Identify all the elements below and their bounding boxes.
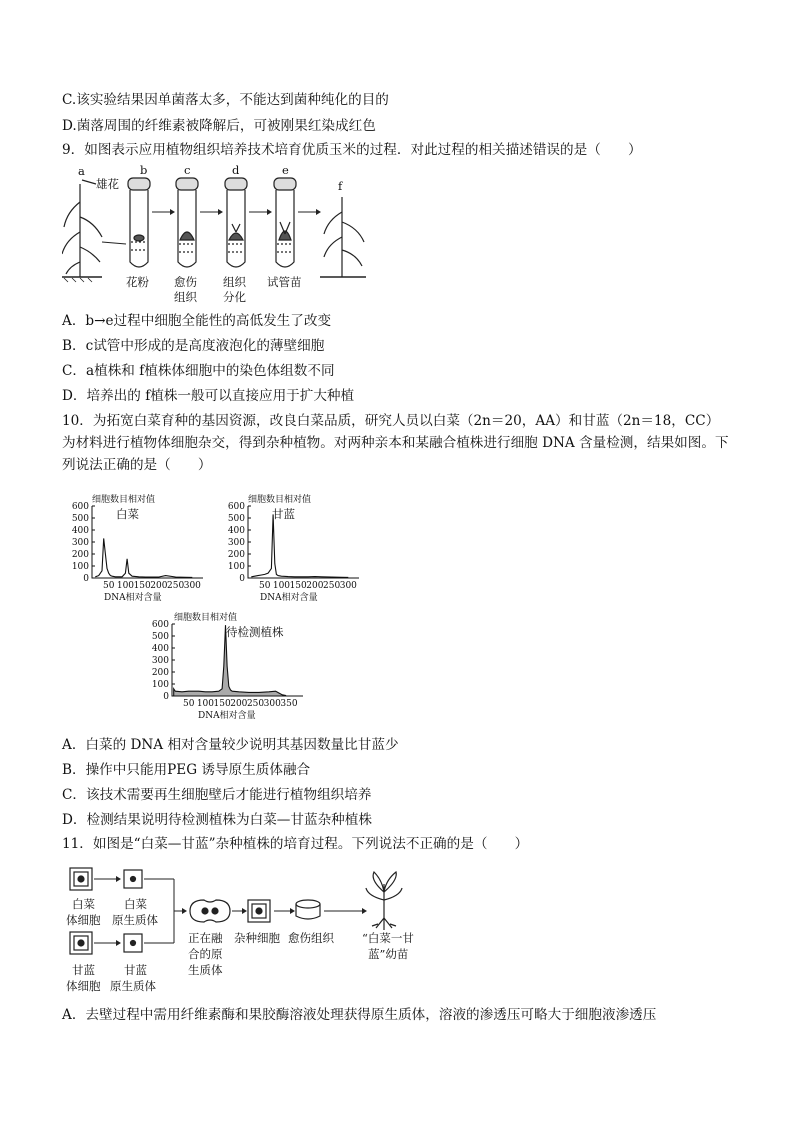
chart-baicai-ytick: 400 bbox=[71, 526, 89, 536]
chart-baicai-ytick: 500 bbox=[71, 514, 89, 524]
q11-fusing-3: 生质体 bbox=[188, 963, 223, 977]
kale-protoplast-icon bbox=[124, 934, 142, 952]
q11-cabbage-proto-2: 原生质体 bbox=[112, 913, 158, 927]
cabbage-cell-icon bbox=[70, 868, 92, 890]
q11-option-a: A．去壁过程中需用纤维素酶和果胶酶溶液处理获得原生质体，溶液的渗透压可略大于细胞液渗透压 bbox=[62, 1007, 657, 1023]
chart-baicai bbox=[62, 492, 207, 604]
chart-ganlan-ytick: 600 bbox=[227, 502, 245, 512]
q11-callus-label: 愈伤组织 bbox=[288, 931, 334, 945]
q9-letter-c: c bbox=[184, 163, 191, 177]
chart-baicai-ytick: 200 bbox=[71, 550, 89, 560]
test-tube-c-icon bbox=[176, 178, 198, 267]
chart-baicai-xtick: 250 bbox=[167, 581, 185, 591]
chart-test-title: 待检测植株 bbox=[226, 625, 284, 639]
hybrid-cell-icon bbox=[248, 900, 270, 922]
q9-letter-d: d bbox=[232, 163, 240, 177]
test-tube-d-icon bbox=[225, 178, 247, 267]
chart-baicai-ytick: 100 bbox=[71, 562, 89, 572]
q11-seedling-1: “白菜一甘 bbox=[362, 931, 414, 945]
chart-ganlan-xtick: 200 bbox=[306, 581, 324, 591]
chart-test-plant-xtick: 250 bbox=[246, 699, 265, 709]
q8-option-c: C.该实验结果因单菌落太多，不能达到菌种纯化的目的 bbox=[62, 92, 389, 108]
chart-ganlan-xtick: 250 bbox=[323, 581, 341, 591]
chart-ganlan-xtick: 300 bbox=[339, 581, 357, 591]
chart-test-plant-ytick: 300 bbox=[151, 656, 169, 666]
chart-baicai-xtick: 100 bbox=[116, 581, 135, 591]
seedling-plant-icon bbox=[320, 197, 366, 277]
chart-ganlan-xtick: 100 bbox=[272, 581, 291, 591]
chart-baicai-xtick: 300 bbox=[183, 581, 201, 591]
q11-stem: 11．如图是“白菜—甘蓝”杂种植株的培育过程。下列说法不正确的是（ ） bbox=[62, 836, 529, 852]
q9-male-flower-label: 雄花 bbox=[96, 177, 119, 191]
q9-letter-a: a bbox=[78, 164, 85, 178]
chart-test-xlabel: DNA相对含量 bbox=[198, 711, 256, 721]
chart-test-plant-ytick: 400 bbox=[151, 644, 169, 654]
chart-test-plant-xtick: 50 bbox=[182, 699, 195, 709]
q9-tube-d-label-1: 组织 bbox=[223, 275, 246, 289]
chart-test-plant-ytick: 200 bbox=[151, 668, 169, 678]
chart-ganlan-xtick: 150 bbox=[289, 581, 307, 591]
chart-baicai-ytick: 0 bbox=[83, 574, 89, 584]
q10-option-a: A．白菜的 DNA 相对含量较少说明其基因数量比甘蓝少 bbox=[62, 737, 399, 753]
q11-hybrid-cell-label: 杂种细胞 bbox=[234, 931, 280, 945]
chart-ganlan-ytick: 300 bbox=[227, 538, 245, 548]
q11-kale-proto-2: 原生质体 bbox=[110, 979, 156, 992]
q9-letter-e: e bbox=[282, 163, 289, 177]
q9-letter-f: f bbox=[338, 179, 343, 193]
chart-test-plant-xtick: 200 bbox=[230, 699, 248, 709]
kale-cell-icon bbox=[70, 932, 92, 954]
q9-tube-e-label: 试管苗 bbox=[267, 275, 302, 289]
chart-baicai-title: 白菜 bbox=[116, 507, 139, 521]
chart-baicai-ylabel: 细胞数目相对值 bbox=[92, 495, 156, 505]
chart-ganlan-xtick: 50 bbox=[258, 581, 271, 591]
q9-tube-c-label-2: 组织 bbox=[174, 290, 197, 304]
q11-cabbage-cell-2: 体细胞 bbox=[66, 913, 101, 927]
q9-stem: 9．如图表示应用植物组织培养技术培育优质玉米的过程．对此过程的相关描述错误的是（ ） bbox=[62, 142, 642, 158]
chart-baicai-xlabel: DNA相对含量 bbox=[104, 593, 162, 603]
q9-option-a: A．b→e过程中细胞全能性的高低发生了改变 bbox=[62, 313, 332, 329]
q10-option-d: D．检测结果说明待检测植株为白菜—甘蓝杂种植株 bbox=[62, 812, 372, 828]
chart-ganlan-ytick: 200 bbox=[227, 550, 245, 560]
seedling-icon bbox=[366, 872, 402, 930]
q9-option-b: B．c试管中形成的是高度液泡化的薄壁细胞 bbox=[62, 338, 325, 354]
q9-tube-c-label-1: 愈伤 bbox=[174, 275, 197, 289]
chart-ganlan bbox=[218, 492, 363, 604]
chart-baicai-axes bbox=[92, 506, 203, 578]
q11-cabbage-cell-1: 白菜 bbox=[72, 897, 95, 911]
q11-cabbage-proto-1: 白菜 bbox=[124, 897, 147, 911]
chart-ganlan-ytick: 100 bbox=[227, 562, 245, 572]
chart-test-plant bbox=[142, 610, 307, 722]
q11-figure bbox=[62, 862, 422, 992]
chart-ganlan-axes bbox=[248, 506, 359, 578]
chart-baicai-series-line bbox=[95, 538, 192, 577]
chart-test-ylabel: 细胞数目相对值 bbox=[174, 613, 238, 623]
chart-baicai-xtick: 150 bbox=[133, 581, 151, 591]
chart-test-plant-xtick: 150 bbox=[213, 699, 231, 709]
q9-tube-d-label-2: 分化 bbox=[223, 290, 246, 304]
chart-baicai-ytick: 600 bbox=[71, 502, 89, 512]
cabbage-protoplast-icon bbox=[124, 870, 142, 888]
chart-test-plant-xtick: 350 bbox=[280, 699, 298, 709]
q9-option-d: D．培养出的 f植株一般可以直接应用于扩大种植 bbox=[62, 388, 355, 404]
chart-ganlan-ylabel: 细胞数目相对值 bbox=[248, 495, 312, 505]
q10-option-c: C．该技术需要再生细胞壁后才能进行植物组织培养 bbox=[62, 787, 372, 803]
q11-kale-cell-1: 甘蓝 bbox=[72, 963, 95, 977]
chart-baicai-xtick: 50 bbox=[102, 581, 115, 591]
chart-ganlan-ytick: 500 bbox=[227, 514, 245, 524]
chart-test-plant-ytick: 100 bbox=[151, 680, 169, 690]
chart-ganlan-title: 甘蓝 bbox=[272, 507, 295, 521]
test-tube-b-icon bbox=[128, 178, 150, 267]
q8-option-d: D.菌落周围的纤维素被降解后，可被刚果红染成红色 bbox=[62, 118, 376, 134]
q11-kale-cell-2: 体细胞 bbox=[66, 979, 101, 992]
q10-option-b: B．操作中只能用PEG 诱导原生质体融合 bbox=[62, 762, 311, 778]
callus-icon bbox=[296, 900, 320, 919]
chart-baicai-ytick: 300 bbox=[71, 538, 89, 548]
test-tube-e-icon bbox=[274, 178, 296, 267]
chart-baicai-xtick: 200 bbox=[150, 581, 168, 591]
q11-kale-proto-1: 甘蓝 bbox=[124, 963, 147, 977]
chart-test-plant-xtick: 100 bbox=[196, 699, 215, 709]
q11-fusing-2: 合的原 bbox=[188, 947, 223, 961]
q9-option-c: C．a植株和 f植株体细胞中的染色体组数不同 bbox=[62, 363, 335, 379]
corn-plant-icon bbox=[62, 180, 102, 277]
q11-seedling-2: 蓝”幼苗 bbox=[368, 947, 409, 961]
chart-ganlan-xlabel: DNA相对含量 bbox=[260, 593, 318, 603]
fusing-protoplast-icon bbox=[190, 900, 230, 922]
chart-test-plant-xtick: 300 bbox=[263, 699, 281, 709]
q10-stem: 10．为拓宽白菜育种的基因资源，改良白菜品质，研究人员以白菜（2n＝20，AA）和甘蓝（2n＝18，CC）为材料进行植物体细胞杂交，得到杂种植物。对两种亲本和某融合植株进行细胞 DNA 含量检测，结果如图。下列说法正确的是（ ） bbox=[62, 413, 729, 473]
chart-test-plant-ytick: 600 bbox=[151, 620, 169, 630]
q11-fusing-1: 正在融 bbox=[188, 931, 223, 945]
chart-test-plant-ytick: 500 bbox=[151, 632, 169, 642]
chart-test-plant-ytick: 0 bbox=[163, 692, 169, 702]
q9-letter-b: b bbox=[140, 163, 148, 177]
chart-ganlan-series-line bbox=[251, 514, 348, 577]
q9-tube-b-label: 花粉 bbox=[126, 275, 149, 289]
chart-ganlan-ytick: 0 bbox=[239, 574, 245, 584]
chart-ganlan-ytick: 400 bbox=[227, 526, 245, 536]
q9-figure bbox=[62, 162, 372, 308]
